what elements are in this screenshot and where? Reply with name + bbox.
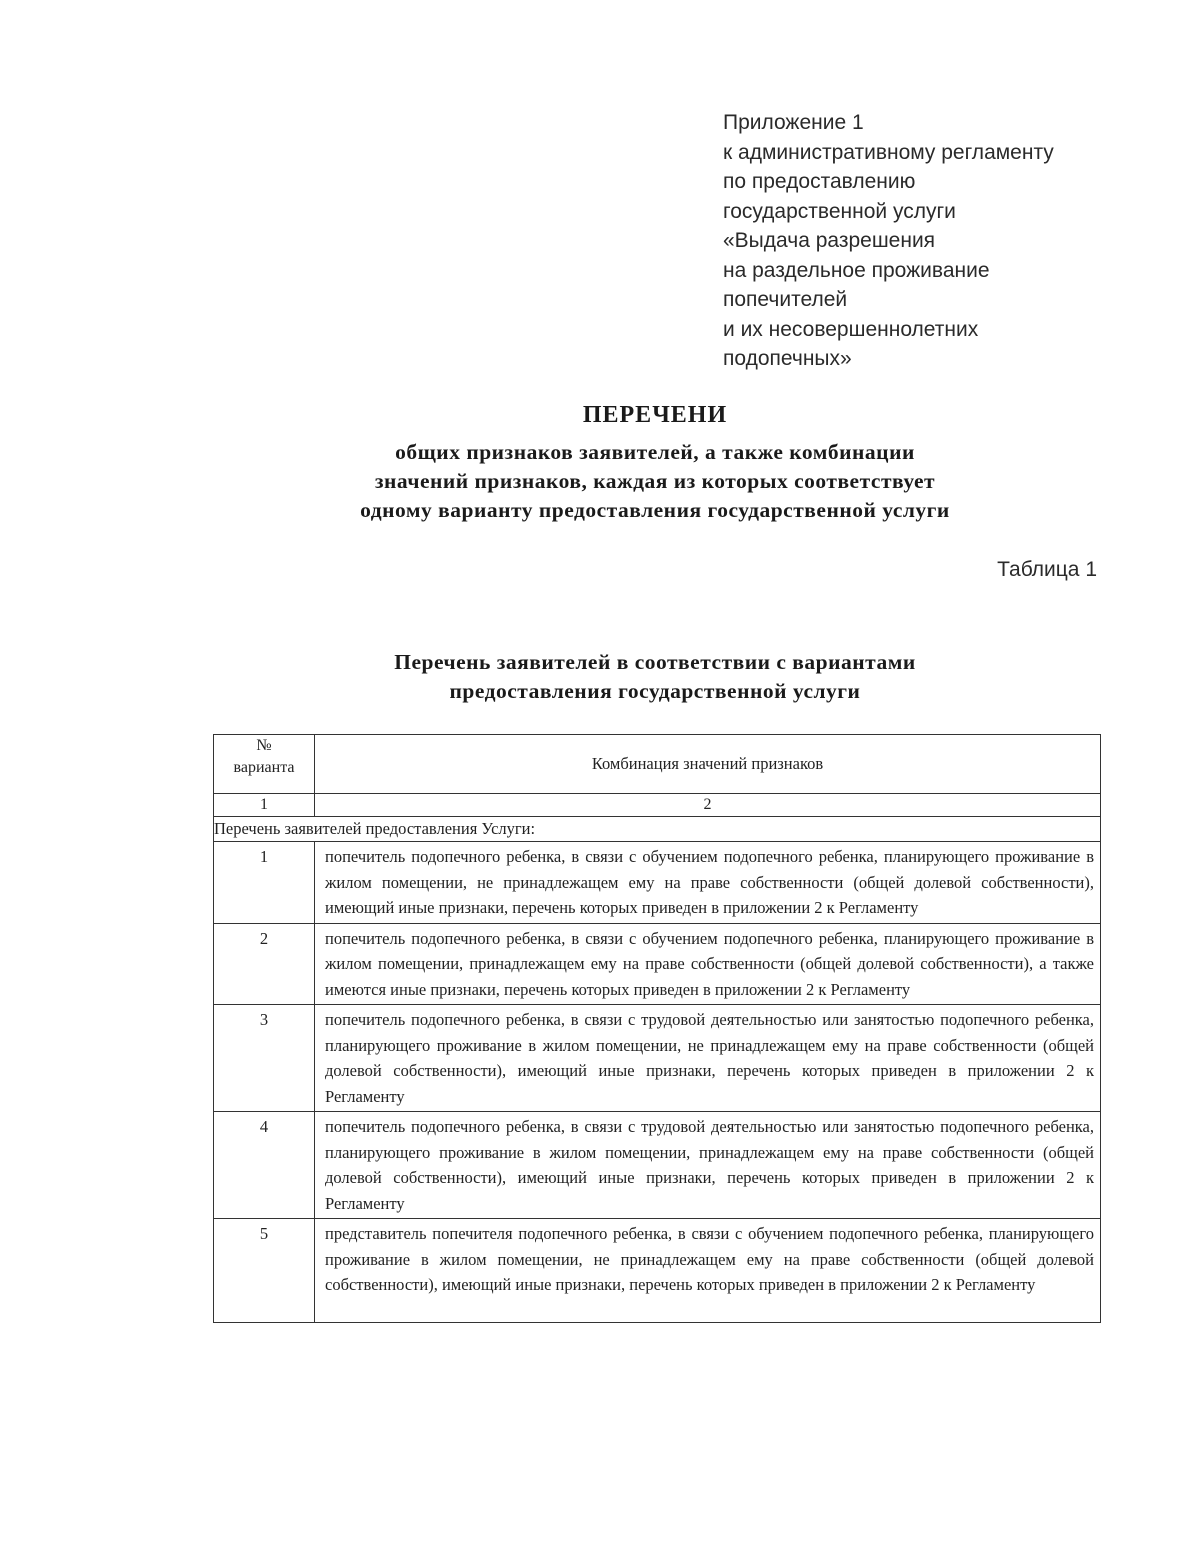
subtitle-line: одному варианту предоставления государственной услуги	[360, 498, 950, 522]
appendix-header	[723, 108, 1163, 374]
variant-number: 3	[214, 1005, 315, 1112]
table-title-line: предоставления государственной услуги	[449, 679, 861, 703]
variant-description: представитель попечителя подопечного ребенка, в связи с обучением подопечного ребенка, планирующего проживание в жилом помещении, не принадлежащем ему на праве собственности (общей долевой собственности), имеющий иные признаки, перечень которых приведен в приложении 2 к Регламенту	[315, 1219, 1101, 1323]
appendix-line: государственной услуги	[723, 199, 956, 223]
appendix-line: «Выдача разрешения	[723, 229, 936, 252]
appendix-line: на раздельное проживание	[723, 258, 990, 282]
variant-number: 2	[214, 923, 315, 1005]
section-label: Перечень заявителей предоставления Услуги:	[214, 817, 1101, 842]
appendix-line: подопечных»	[723, 347, 852, 370]
variant-number: 1	[214, 842, 315, 924]
table-row	[214, 923, 1101, 1005]
variant-number: 4	[214, 1112, 315, 1219]
document-title: ПЕРЕЧЕНИ	[582, 402, 728, 428]
appendix-line: и их несовершеннолетних	[723, 317, 979, 341]
applicants-table	[213, 734, 1101, 1323]
column-index-cell: 1	[214, 794, 315, 817]
section-row	[214, 817, 1101, 842]
subtitle-line: общих признаков заявителей, а также комбинации	[395, 440, 915, 464]
column-index-row	[214, 794, 1101, 817]
header-variant-number	[214, 735, 315, 794]
table-number-label: Таблица 1	[997, 558, 1097, 581]
table-row	[214, 1005, 1101, 1112]
variant-description: попечитель подопечного ребенка, в связи с трудовой деятельностью или занятостью подопечного ребенка, планирующего проживание в жилом помещении, принадлежащем ему на праве собственности (общей долевой собственности), имеющий иные признаки, перечень которых приведен в приложении 2 к Регламенту	[315, 1112, 1101, 1219]
table-title-line: Перечень заявителей в соответствии с вариантами	[394, 650, 916, 674]
subtitle-line: значений признаков, каждая из которых соответствует	[374, 469, 936, 493]
table-row	[214, 1112, 1101, 1219]
appendix-line: Приложение 1	[723, 111, 864, 134]
variant-description: попечитель подопечного ребенка, в связи с обучением подопечного ребенка, планирующего проживание в жилом помещении, принадлежащем ему на праве собственности (общей долевой собственности), а также имеются иные признаки, перечень которых приведен в приложении 2 к Регламенту	[315, 923, 1101, 1005]
table-row	[214, 1219, 1101, 1323]
variant-number: 5	[214, 1219, 315, 1323]
variant-description: попечитель подопечного ребенка, в связи с трудовой деятельностью или занятостью подопечного ребенка, планирующего проживание в жилом помещении, не принадлежащем ему на праве собственности (общей долевой собственности), имеющий иные признаки, перечень которых приведен в приложении 2 к Регламенту	[315, 1005, 1101, 1112]
table-header-row	[214, 735, 1101, 794]
header-num-symbol: №	[256, 737, 272, 754]
document-subtitle	[150, 438, 1160, 525]
table-title	[150, 648, 1160, 706]
appendix-line: к административному регламенту	[723, 140, 1054, 164]
appendix-line: попечителей	[723, 288, 848, 311]
column-index-cell: 2	[315, 794, 1101, 817]
header-num-word: варианта	[233, 759, 295, 776]
table-row	[214, 842, 1101, 924]
appendix-line: по предоставлению	[723, 170, 916, 193]
variant-description: попечитель подопечного ребенка, в связи с обучением подопечного ребенка, планирующего проживание в жилом помещении, не принадлежащем ему на праве собственности (общей долевой собственности), имеющий иные признаки, перечень которых приведен в приложении 2 к Регламенту	[315, 842, 1101, 924]
header-combination: Комбинация значений признаков	[315, 735, 1101, 794]
